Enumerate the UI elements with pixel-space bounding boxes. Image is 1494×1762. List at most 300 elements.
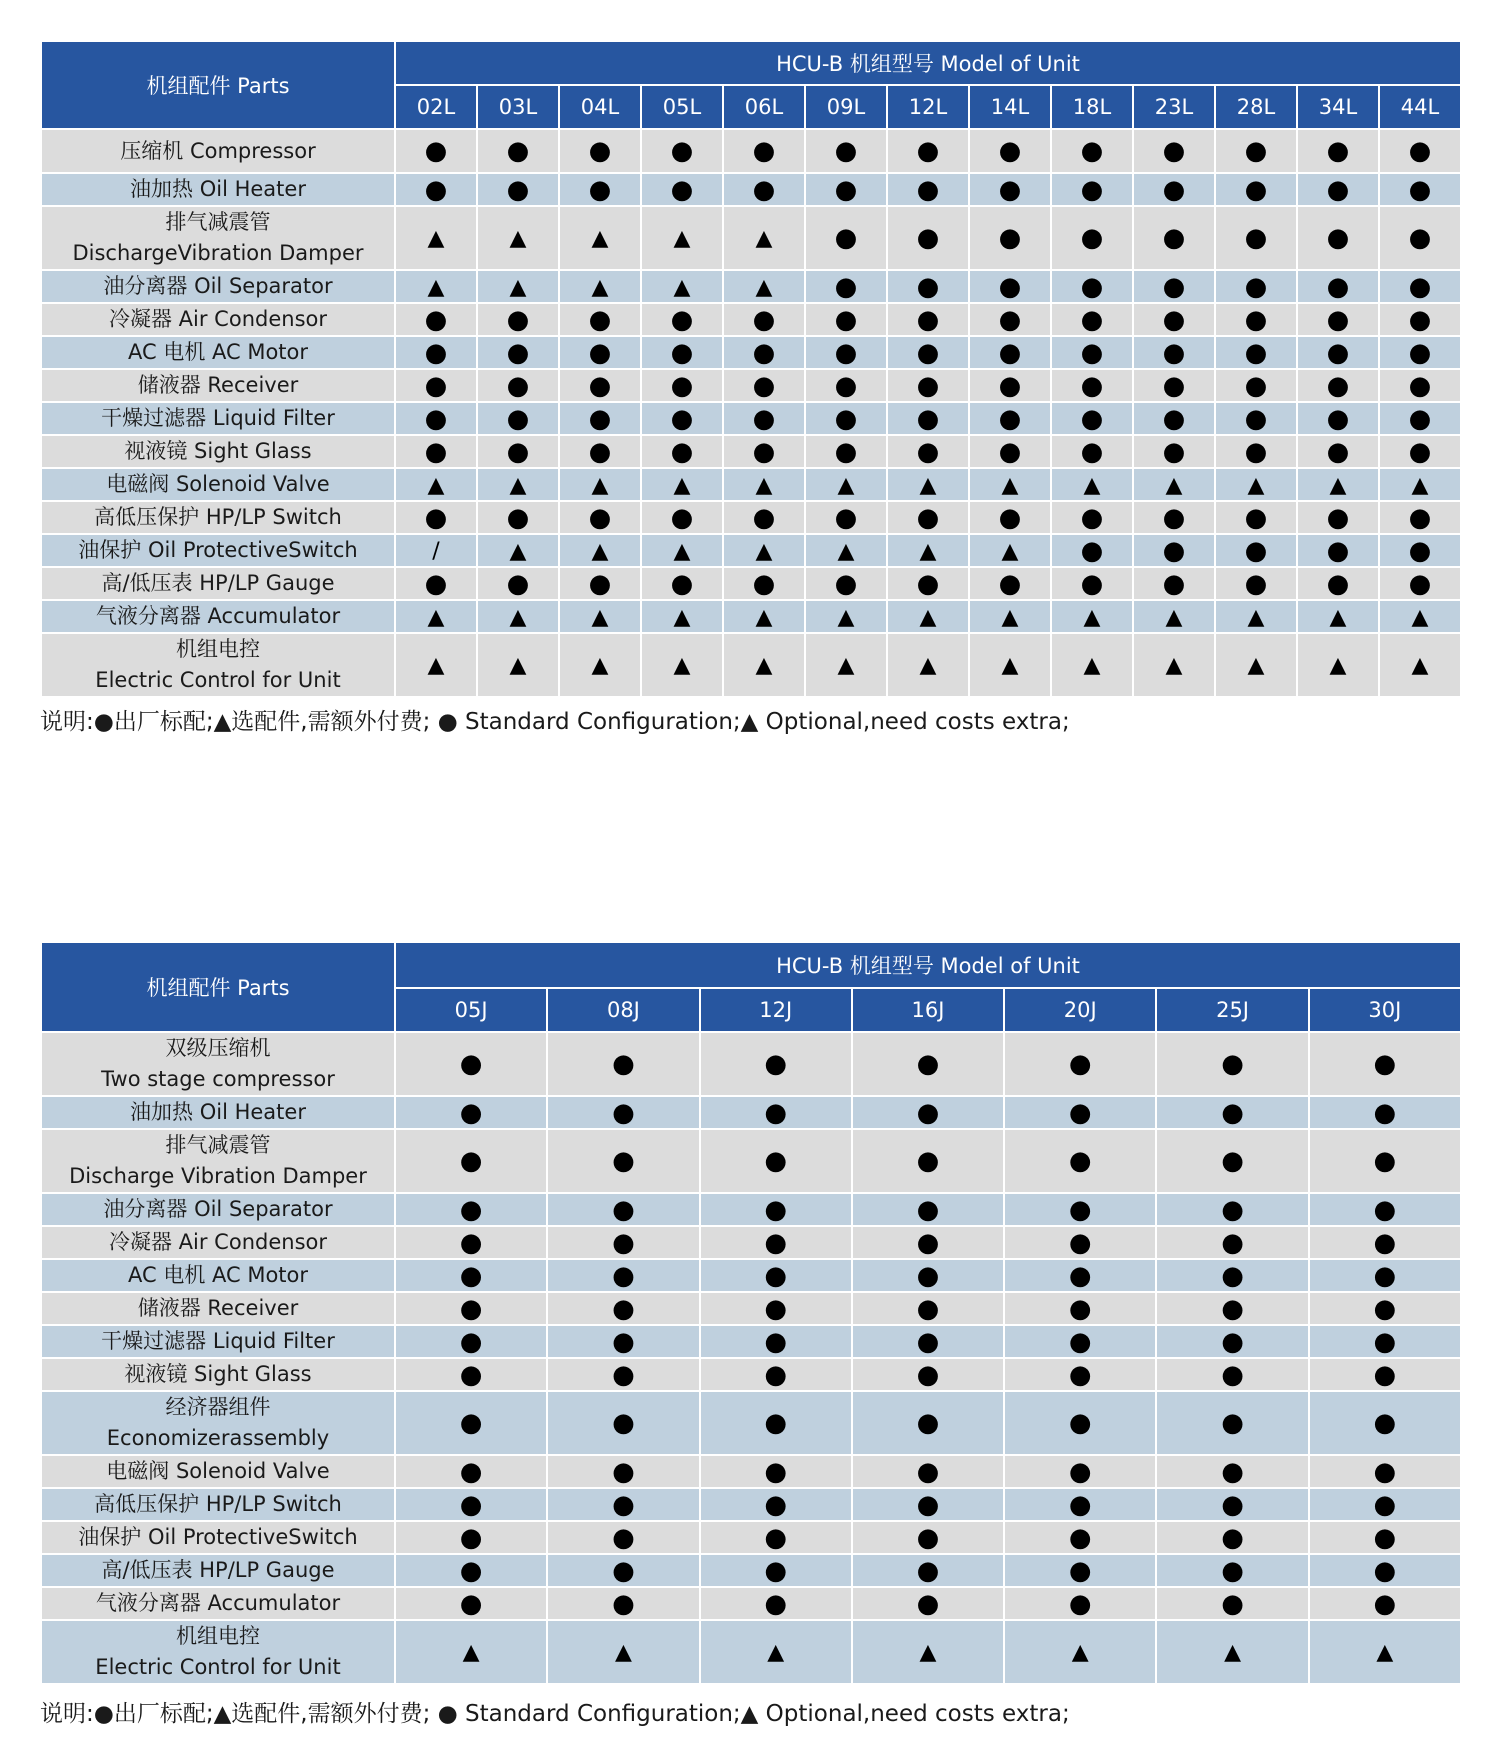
standard-circle-icon: ● xyxy=(1408,223,1432,253)
part-name-line: 冷凝器 Air Condensor xyxy=(109,307,327,331)
config-cell xyxy=(547,1129,699,1193)
part-name-cell xyxy=(41,633,395,697)
optional-triangle-icon: ▲ xyxy=(1247,653,1265,678)
standard-circle-icon: ● xyxy=(1326,403,1350,434)
standard-circle-icon: ● xyxy=(998,403,1022,434)
standard-circle-icon: ● xyxy=(1221,1146,1244,1176)
config-cell xyxy=(1156,1325,1308,1358)
standard-circle-icon: ● xyxy=(1326,568,1350,599)
part-name-line: 高低压保护 HP/LP Switch xyxy=(94,505,342,529)
part-name-line: 双级压缩机 xyxy=(165,1036,271,1060)
config-cell xyxy=(477,173,559,206)
config-cell xyxy=(1379,303,1461,336)
config-cell xyxy=(969,600,1051,633)
config-cell xyxy=(1004,1587,1156,1620)
optional-triangle-icon: ▲ xyxy=(837,472,855,498)
legend-note: 说明:●出厂标配;▲选配件,需额外付费; ● Standard Configuration;▲ Optional,need costs extra; xyxy=(40,709,1070,735)
config-cell xyxy=(395,1554,547,1587)
optional-triangle-icon: ▲ xyxy=(591,538,609,564)
standard-circle-icon: ● xyxy=(1244,502,1268,533)
standard-circle-icon: ● xyxy=(1080,136,1104,166)
config-cell xyxy=(1309,1292,1461,1325)
table-row xyxy=(41,173,1461,206)
standard-circle-icon: ● xyxy=(459,1097,483,1128)
standard-circle-icon: ● xyxy=(752,568,776,599)
part-name-line: 机组电控 xyxy=(176,637,260,661)
part-name-cell xyxy=(41,1292,395,1325)
config-cell xyxy=(1215,600,1297,633)
config-cell xyxy=(887,173,969,206)
standard-circle-icon: ● xyxy=(834,136,858,166)
standard-circle-icon: ● xyxy=(752,436,776,467)
part-name-cell xyxy=(41,468,395,501)
table-row xyxy=(41,402,1461,435)
standard-circle-icon: ● xyxy=(1373,1555,1397,1586)
standard-circle-icon: ● xyxy=(1373,1408,1397,1438)
standard-circle-icon: ● xyxy=(916,1146,940,1176)
config-cell xyxy=(1379,129,1461,173)
config-cell xyxy=(1379,501,1461,534)
config-cell xyxy=(1156,1096,1308,1129)
standard-circle-icon: ● xyxy=(1373,1456,1397,1487)
config-cell xyxy=(805,468,887,501)
optional-triangle-icon: ▲ xyxy=(673,226,691,251)
config-cell xyxy=(559,633,641,697)
standard-circle-icon: ● xyxy=(1408,502,1432,533)
standard-circle-icon: ● xyxy=(998,337,1022,368)
config-cell xyxy=(1297,600,1379,633)
config-cell xyxy=(1156,1488,1308,1521)
standard-circle-icon: ● xyxy=(588,304,612,335)
part-name-cell xyxy=(41,501,395,534)
part-name-line: 电磁阀 Solenoid Valve xyxy=(106,1459,330,1483)
optional-triangle-icon: ▲ xyxy=(1329,653,1347,678)
config-cell xyxy=(477,303,559,336)
model-column-header: 44L xyxy=(1379,85,1461,129)
optional-triangle-icon: ▲ xyxy=(1083,653,1101,678)
config-cell xyxy=(395,303,477,336)
model-column-header: 05J xyxy=(395,988,547,1032)
part-name-line: 排气减震管 xyxy=(165,210,271,234)
table-row xyxy=(41,633,1461,697)
standard-circle-icon: ● xyxy=(1080,403,1104,434)
standard-circle-icon: ● xyxy=(1162,436,1186,467)
optional-triangle-icon: ▲ xyxy=(755,274,773,300)
config-cell xyxy=(547,1587,699,1620)
config-cell xyxy=(1004,1620,1156,1684)
standard-circle-icon: ● xyxy=(764,1359,788,1390)
table-row xyxy=(41,1358,1461,1391)
standard-circle-icon: ● xyxy=(1080,304,1104,335)
standard-circle-icon: ● xyxy=(424,136,448,166)
optional-triangle-icon: ▲ xyxy=(1165,604,1183,630)
optional-triangle-icon: ▲ xyxy=(673,274,691,300)
standard-circle-icon: ● xyxy=(1244,136,1268,166)
standard-circle-icon: ● xyxy=(1221,1097,1244,1128)
config-cell xyxy=(1215,534,1297,567)
config-cell xyxy=(1379,567,1461,600)
standard-circle-icon: ● xyxy=(459,1049,483,1079)
config-cell xyxy=(1156,1032,1308,1096)
standard-circle-icon: ● xyxy=(1068,1408,1092,1438)
standard-circle-icon: ● xyxy=(459,1359,483,1390)
part-name-cell xyxy=(41,567,395,600)
standard-circle-icon: ● xyxy=(1068,1588,1092,1619)
config-cell xyxy=(1051,567,1133,600)
table-row xyxy=(41,303,1461,336)
config-cell xyxy=(547,1325,699,1358)
config-cell xyxy=(1309,1391,1461,1455)
model-column-header: 12L xyxy=(887,85,969,129)
parts-column-header: 机组配件 Parts xyxy=(41,942,395,1032)
config-cell xyxy=(641,534,723,567)
config-cell xyxy=(559,303,641,336)
config-cell xyxy=(852,1391,1004,1455)
part-name-line: 气液分离器 Accumulator xyxy=(95,1591,341,1615)
config-cell xyxy=(723,468,805,501)
config-cell xyxy=(723,173,805,206)
standard-circle-icon: ● xyxy=(1221,1227,1244,1258)
table-row xyxy=(41,1292,1461,1325)
standard-circle-icon: ● xyxy=(916,436,940,467)
standard-circle-icon: ● xyxy=(916,1588,940,1619)
optional-triangle-icon: ▲ xyxy=(462,1640,480,1665)
config-cell xyxy=(1133,402,1215,435)
config-cell xyxy=(559,534,641,567)
config-cell xyxy=(1004,1358,1156,1391)
optional-triangle-icon: ▲ xyxy=(1083,604,1101,630)
standard-circle-icon: ● xyxy=(998,136,1022,166)
config-cell xyxy=(477,501,559,534)
config-cell xyxy=(395,633,477,697)
optional-triangle-icon: ▲ xyxy=(673,472,691,498)
config-cell xyxy=(969,206,1051,270)
standard-circle-icon: ● xyxy=(612,1260,635,1291)
config-cell xyxy=(887,402,969,435)
optional-triangle-icon: ▲ xyxy=(591,226,609,251)
part-name-line: 油加热 Oil Heater xyxy=(130,1100,306,1124)
config-cell xyxy=(559,567,641,600)
model-column-header: 04L xyxy=(559,85,641,129)
config-cell xyxy=(1133,206,1215,270)
optional-triangle-icon: ▲ xyxy=(919,538,937,564)
part-name-line: AC 电机 AC Motor xyxy=(127,1263,309,1287)
config-cell xyxy=(1133,534,1215,567)
model-column-header: 20J xyxy=(1004,988,1156,1032)
standard-circle-icon: ● xyxy=(916,568,940,599)
config-cell xyxy=(852,1129,1004,1193)
config-cell xyxy=(395,336,477,369)
standard-circle-icon: ● xyxy=(670,436,694,467)
config-cell xyxy=(969,501,1051,534)
config-cell xyxy=(1215,402,1297,435)
config-cell xyxy=(559,600,641,633)
config-cell xyxy=(1309,1455,1461,1488)
standard-circle-icon: ● xyxy=(916,1522,940,1553)
config-cell xyxy=(700,1488,852,1521)
standard-circle-icon: ● xyxy=(1221,1522,1244,1553)
config-cell xyxy=(477,270,559,303)
standard-circle-icon: ● xyxy=(834,223,858,253)
config-cell xyxy=(1297,534,1379,567)
standard-circle-icon: ● xyxy=(1373,1293,1397,1324)
config-cell xyxy=(1051,173,1133,206)
config-cell xyxy=(1297,468,1379,501)
config-cell xyxy=(700,1587,852,1620)
config-cell xyxy=(1133,567,1215,600)
config-cell xyxy=(969,633,1051,697)
model-column-header: 18L xyxy=(1051,85,1133,129)
config-cell xyxy=(1379,270,1461,303)
standard-circle-icon: ● xyxy=(459,1456,483,1487)
standard-circle-icon: ● xyxy=(1244,535,1268,566)
standard-circle-icon: ● xyxy=(1162,223,1186,253)
standard-circle-icon: ● xyxy=(1326,535,1350,566)
config-cell xyxy=(547,1455,699,1488)
standard-circle-icon: ● xyxy=(459,1489,483,1520)
config-cell xyxy=(395,402,477,435)
standard-circle-icon: ● xyxy=(764,1408,788,1438)
optional-triangle-icon: ▲ xyxy=(673,653,691,678)
table-row xyxy=(41,600,1461,633)
standard-circle-icon: ● xyxy=(1326,436,1350,467)
standard-circle-icon: ● xyxy=(1162,304,1186,335)
config-cell xyxy=(547,1032,699,1096)
config-cell xyxy=(1215,468,1297,501)
config-cell xyxy=(969,336,1051,369)
standard-circle-icon: ● xyxy=(459,1555,483,1586)
config-cell xyxy=(547,1193,699,1226)
standard-circle-icon: ● xyxy=(1221,1555,1244,1586)
optional-triangle-icon: ▲ xyxy=(509,653,527,678)
config-cell xyxy=(1215,206,1297,270)
table-row xyxy=(41,534,1461,567)
standard-circle-icon: ● xyxy=(1373,1097,1397,1128)
part-name-line: 压缩机 Compressor xyxy=(120,138,316,163)
model-column-header: 16J xyxy=(852,988,1004,1032)
table-row xyxy=(41,1587,1461,1620)
standard-circle-icon: ● xyxy=(1068,1326,1092,1357)
config-cell xyxy=(1004,1521,1156,1554)
config-cell xyxy=(1004,1488,1156,1521)
config-cell xyxy=(641,435,723,468)
config-cell xyxy=(1309,1096,1461,1129)
standard-circle-icon: ● xyxy=(1373,1489,1397,1520)
part-name-line: DischargeVibration Damper xyxy=(72,241,364,265)
standard-circle-icon: ● xyxy=(834,568,858,599)
optional-triangle-icon: ▲ xyxy=(591,653,609,678)
config-cell xyxy=(1133,633,1215,697)
table-row xyxy=(41,1620,1461,1684)
table-row xyxy=(41,435,1461,468)
optional-triangle-icon: ▲ xyxy=(427,226,445,251)
standard-circle-icon: ● xyxy=(1221,1049,1244,1079)
standard-circle-icon: ● xyxy=(670,502,694,533)
standard-circle-icon: ● xyxy=(1080,337,1104,368)
standard-circle-icon: ● xyxy=(506,136,530,166)
part-name-cell xyxy=(41,1488,395,1521)
part-name-line: 高低压保护 HP/LP Switch xyxy=(94,1492,342,1516)
legend-note: 说明:●出厂标配;▲选配件,需额外付费; ● Standard Configuration;▲ Optional,need costs extra; xyxy=(40,1701,1070,1727)
config-cell xyxy=(852,1620,1004,1684)
config-cell xyxy=(1156,1193,1308,1226)
standard-circle-icon: ● xyxy=(588,337,612,368)
config-cell xyxy=(805,270,887,303)
config-cell xyxy=(1156,1554,1308,1587)
config-cell xyxy=(1133,270,1215,303)
config-cell xyxy=(852,1226,1004,1259)
optional-triangle-icon: ▲ xyxy=(919,653,937,678)
part-name-cell xyxy=(41,303,395,336)
model-column-header: 05L xyxy=(641,85,723,129)
config-cell xyxy=(395,270,477,303)
standard-circle-icon: ● xyxy=(916,370,940,401)
table-row xyxy=(41,1129,1461,1193)
standard-circle-icon: ● xyxy=(612,1227,635,1258)
model-column-header: 25J xyxy=(1156,988,1308,1032)
optional-triangle-icon: ▲ xyxy=(509,538,527,564)
accessories-table-j-series xyxy=(40,941,1462,1685)
config-cell xyxy=(723,633,805,697)
standard-circle-icon: ● xyxy=(1408,436,1432,467)
standard-circle-icon: ● xyxy=(1068,1522,1092,1553)
config-cell xyxy=(1215,173,1297,206)
standard-circle-icon: ● xyxy=(612,1555,635,1586)
config-cell xyxy=(641,633,723,697)
standard-circle-icon: ● xyxy=(998,568,1022,599)
config-cell xyxy=(1379,173,1461,206)
table-row xyxy=(41,1226,1461,1259)
config-cell xyxy=(887,369,969,402)
optional-triangle-icon: ▲ xyxy=(1329,604,1347,630)
standard-circle-icon: ● xyxy=(834,337,858,368)
optional-triangle-icon: ▲ xyxy=(1001,653,1019,678)
config-cell xyxy=(805,336,887,369)
config-cell xyxy=(641,402,723,435)
config-cell xyxy=(1004,1554,1156,1587)
standard-circle-icon: ● xyxy=(752,304,776,335)
standard-circle-icon: ● xyxy=(1244,223,1268,253)
config-cell xyxy=(1156,1259,1308,1292)
config-cell xyxy=(477,534,559,567)
config-cell xyxy=(1133,129,1215,173)
config-cell xyxy=(1297,369,1379,402)
model-column-header: 34L xyxy=(1297,85,1379,129)
config-cell xyxy=(700,1292,852,1325)
standard-circle-icon: ● xyxy=(916,1326,940,1357)
table-row xyxy=(41,206,1461,270)
standard-circle-icon: ● xyxy=(670,370,694,401)
standard-circle-icon: ● xyxy=(1244,370,1268,401)
config-cell xyxy=(395,1193,547,1226)
table-row xyxy=(41,336,1461,369)
config-cell xyxy=(1156,1226,1308,1259)
part-name-line: 电磁阀 Solenoid Valve xyxy=(106,472,330,496)
standard-circle-icon: ● xyxy=(1221,1194,1244,1225)
standard-circle-icon: ● xyxy=(764,1227,788,1258)
config-cell xyxy=(1133,501,1215,534)
config-cell xyxy=(477,402,559,435)
part-name-cell xyxy=(41,534,395,567)
config-cell xyxy=(1156,1292,1308,1325)
config-cell xyxy=(700,1358,852,1391)
part-name-cell xyxy=(41,1193,395,1226)
config-cell xyxy=(641,173,723,206)
standard-circle-icon: ● xyxy=(1373,1260,1397,1291)
standard-circle-icon: ● xyxy=(459,1194,483,1225)
standard-circle-icon: ● xyxy=(612,1456,635,1487)
config-cell xyxy=(1297,336,1379,369)
part-name-cell xyxy=(41,402,395,435)
config-cell xyxy=(852,1521,1004,1554)
config-cell xyxy=(852,1292,1004,1325)
config-cell xyxy=(1156,1358,1308,1391)
config-cell xyxy=(395,534,477,567)
standard-circle-icon: ● xyxy=(1068,1194,1092,1225)
config-cell xyxy=(969,369,1051,402)
part-name-line: 油加热 Oil Heater xyxy=(130,177,306,201)
config-cell xyxy=(852,1259,1004,1292)
config-cell xyxy=(1215,270,1297,303)
config-cell xyxy=(1051,534,1133,567)
part-name-cell xyxy=(41,129,395,173)
table-row xyxy=(41,1259,1461,1292)
standard-circle-icon: ● xyxy=(916,271,940,302)
config-cell xyxy=(1004,1455,1156,1488)
optional-triangle-icon: ▲ xyxy=(614,1640,632,1665)
part-name-line: 油保护 Oil ProtectiveSwitch xyxy=(78,538,358,562)
part-name-line: 油保护 Oil ProtectiveSwitch xyxy=(78,1525,358,1549)
optional-triangle-icon: ▲ xyxy=(1376,1640,1394,1665)
optional-triangle-icon: ▲ xyxy=(755,226,773,251)
standard-circle-icon: ● xyxy=(612,1326,635,1357)
config-cell xyxy=(395,1032,547,1096)
optional-triangle-icon: ▲ xyxy=(673,604,691,630)
not-available-slash-icon: / xyxy=(432,538,440,564)
standard-circle-icon: ● xyxy=(1068,1097,1092,1128)
config-cell xyxy=(395,173,477,206)
config-cell xyxy=(1156,1455,1308,1488)
config-cell xyxy=(1309,1226,1461,1259)
standard-circle-icon: ● xyxy=(1068,1049,1092,1079)
model-group-header: HCU-B 机组型号 Model of Unit xyxy=(395,942,1461,988)
optional-triangle-icon: ▲ xyxy=(919,1640,937,1665)
model-column-header: 06L xyxy=(723,85,805,129)
optional-triangle-icon: ▲ xyxy=(427,274,445,300)
standard-circle-icon: ● xyxy=(998,174,1022,205)
config-cell xyxy=(969,534,1051,567)
config-cell xyxy=(1051,336,1133,369)
standard-circle-icon: ● xyxy=(916,1293,940,1324)
standard-circle-icon: ● xyxy=(1221,1456,1244,1487)
standard-circle-icon: ● xyxy=(764,1293,788,1324)
config-cell xyxy=(1309,1554,1461,1587)
standard-circle-icon: ● xyxy=(834,502,858,533)
standard-circle-icon: ● xyxy=(1080,223,1104,253)
config-cell xyxy=(395,1455,547,1488)
optional-triangle-icon: ▲ xyxy=(1001,604,1019,630)
config-cell xyxy=(1133,303,1215,336)
config-cell xyxy=(547,1358,699,1391)
table-row xyxy=(41,1521,1461,1554)
config-cell xyxy=(1309,1325,1461,1358)
config-cell xyxy=(1215,303,1297,336)
config-cell xyxy=(1156,1587,1308,1620)
standard-circle-icon: ● xyxy=(752,370,776,401)
config-cell xyxy=(887,303,969,336)
config-cell xyxy=(852,1455,1004,1488)
config-cell xyxy=(1297,303,1379,336)
